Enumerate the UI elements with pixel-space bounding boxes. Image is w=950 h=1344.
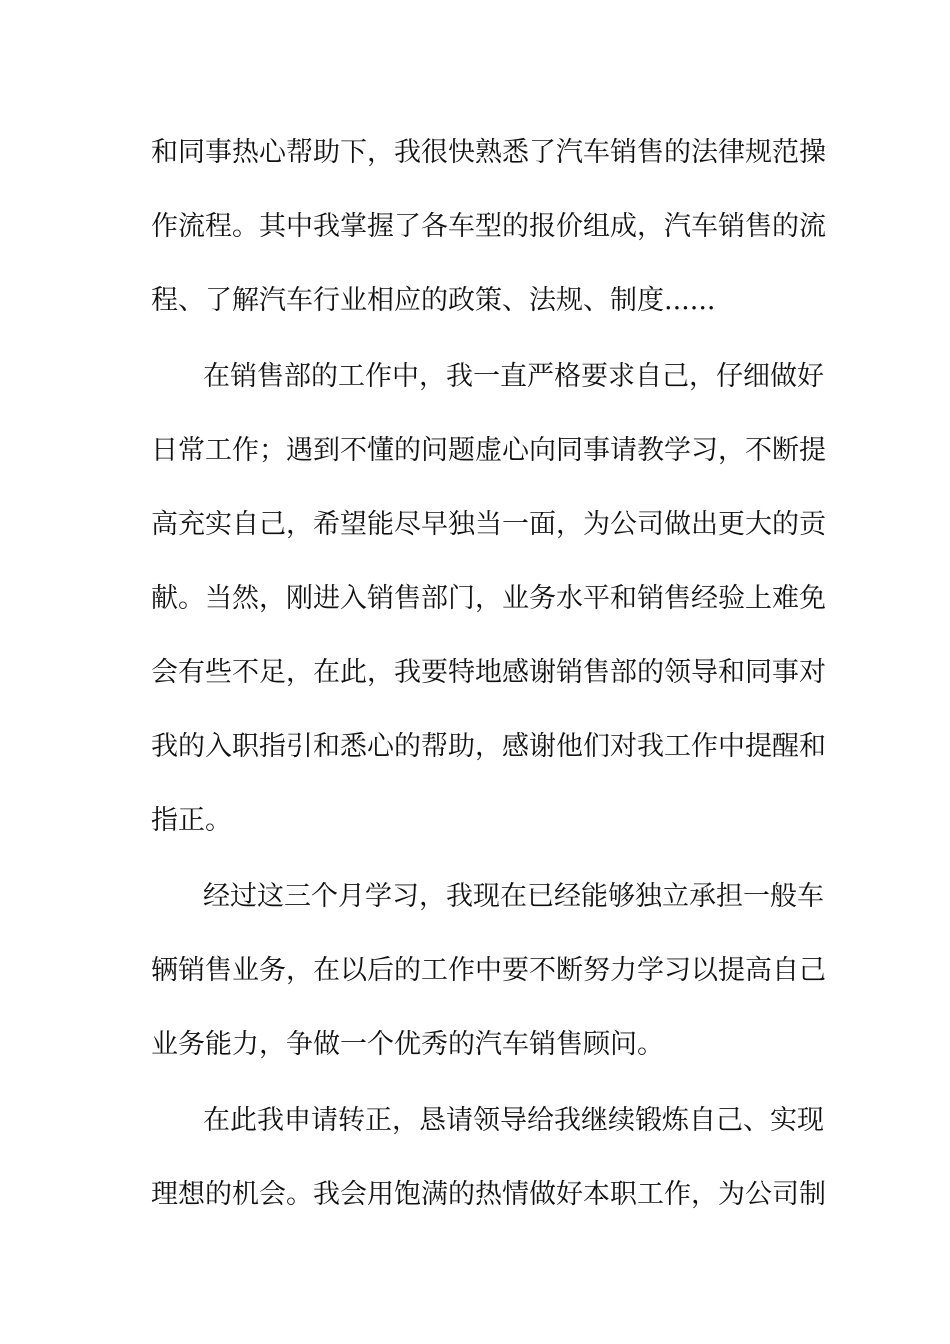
text-line-8: 会有些不足，在此，我要特地感谢销售部的领导和同事对 (151, 657, 826, 688)
text-line-9: 我的入职指引和悉心的帮助，感谢他们对我工作中提醒和 (151, 731, 826, 762)
text-line-12: 辆销售业务，在以后的工作中要不断努力学习以提高自己 (151, 955, 826, 986)
text-line-15: 理想的机会。我会用饱满的热情做好本职工作，为公司制 (151, 1179, 826, 1210)
text-line-3: 程、了解汽车行业相应的政策、法规、制度...... (151, 285, 716, 316)
text-line-1: 和同事热心帮助下，我很快熟悉了汽车销售的法律规范操 (151, 137, 826, 168)
text-line-6: 高充实自己，希望能尽早独当一面，为公司做出更大的贡 (151, 509, 826, 540)
text-line-5: 日常工作；遇到不懂的问题虚心向同事请教学习，不断提 (151, 435, 826, 466)
text-line-10: 指正。 (151, 805, 232, 836)
text-line-11: 经过这三个月学习，我现在已经能够独立承担一般车 (203, 881, 824, 912)
text-line-13: 业务能力，争做一个优秀的汽车销售顾问。 (151, 1029, 664, 1060)
text-line-7: 献。当然，刚进入销售部门，业务水平和销售经验上难免 (151, 583, 826, 614)
text-line-2: 作流程。其中我掌握了各车型的报价组成，汽车销售的流 (151, 211, 826, 242)
text-line-14: 在此我申请转正，恳请领导给我继续锻炼自己、实现 (203, 1105, 824, 1136)
text-line-4: 在销售部的工作中，我一直严格要求自己，仔细做好 (203, 361, 824, 392)
